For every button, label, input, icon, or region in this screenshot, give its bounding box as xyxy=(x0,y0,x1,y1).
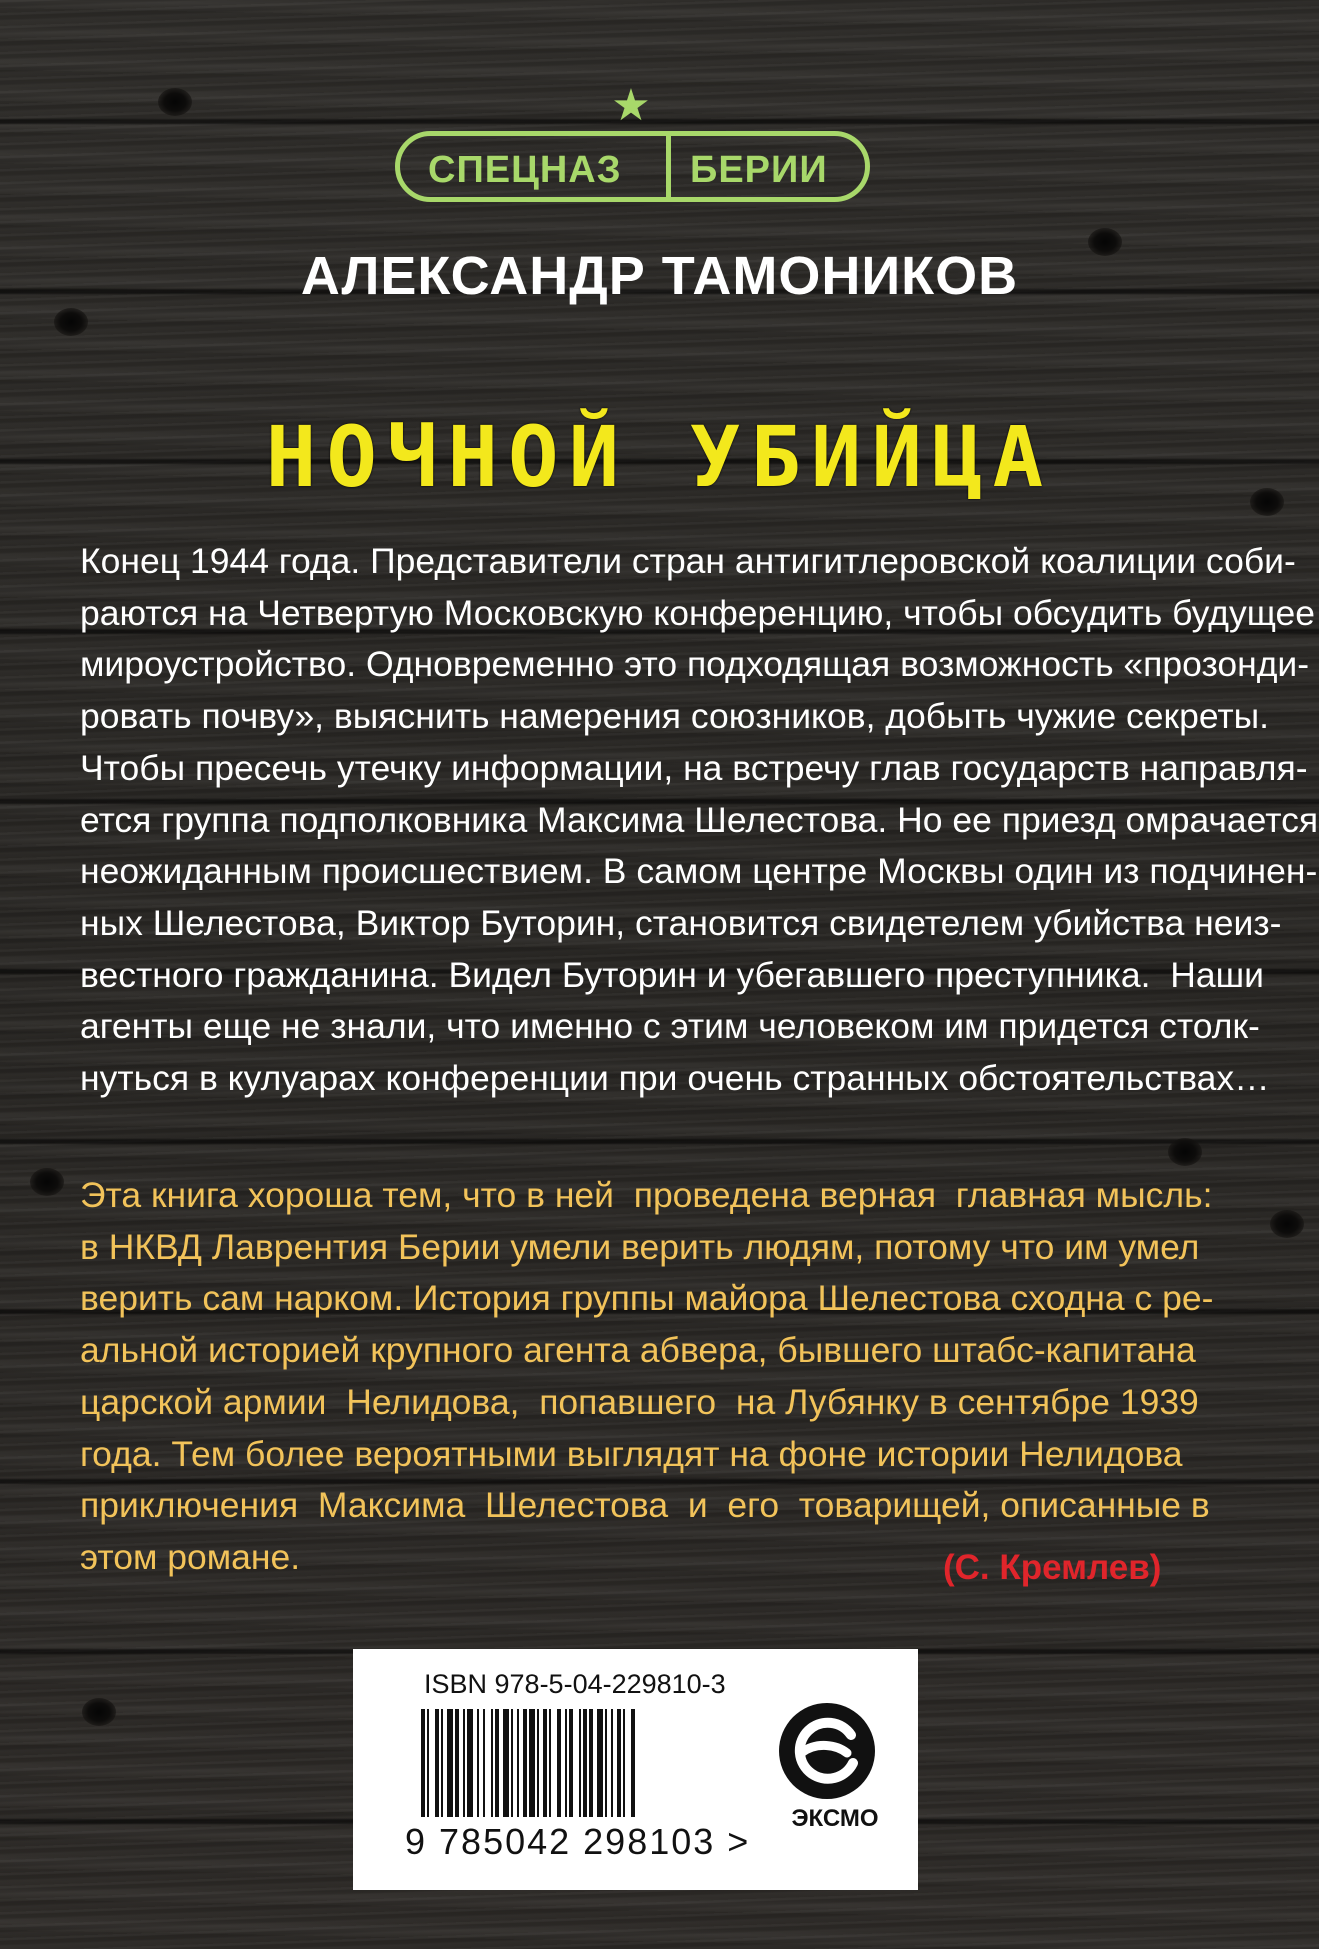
barcode-bar xyxy=(503,1709,509,1817)
barcode-bar xyxy=(435,1709,439,1817)
quote-author: (С. Кремлев) xyxy=(943,1548,1162,1587)
barcode-bar xyxy=(517,1709,519,1817)
series-badge xyxy=(395,131,870,202)
bullet-hole xyxy=(82,1698,116,1726)
bullet-hole xyxy=(54,308,88,336)
series-name-right: БЕРИИ xyxy=(690,149,828,191)
barcode-bar xyxy=(483,1709,485,1817)
quote-line: альной историей крупного агента абвера, бывшего штабс-капитана xyxy=(80,1330,1196,1371)
barcode-bar xyxy=(421,1709,425,1817)
barcode-bar xyxy=(565,1709,567,1817)
barcode-bar xyxy=(455,1709,459,1817)
author-name: АЛЕКСАНДР ТАМОНИКОВ xyxy=(300,246,1019,306)
bullet-hole xyxy=(30,1168,64,1196)
barcode-bar xyxy=(589,1709,593,1817)
barcode-bar xyxy=(579,1709,581,1817)
bullet-hole xyxy=(1168,1138,1202,1166)
barcode-bar xyxy=(467,1709,473,1817)
barcode-bar xyxy=(447,1709,453,1817)
barcode-bar xyxy=(597,1709,603,1817)
description-line: ных Шелестова, Виктор Буторин, становится свидетелем убийства неиз- xyxy=(80,902,1282,943)
barcode-bar xyxy=(441,1709,443,1817)
description-line: вестного гражданина. Видел Буторин и убегавшего преступника. Наши xyxy=(80,954,1264,995)
quote-line: этом романе. xyxy=(80,1536,301,1577)
quote-line: Эта книга хороша тем, что в ней проведена верная главная мысль: xyxy=(80,1175,1213,1215)
barcode-bar xyxy=(523,1709,527,1817)
barcode-bar xyxy=(569,1709,573,1817)
quote-line: года. Тем более вероятными выглядят на фоне истории Нелидова xyxy=(80,1433,1183,1474)
description-line: Конец 1944 года. Представители стран антигитлеровской коалиции соби- xyxy=(80,541,1296,581)
publisher-name: ЭКСМО xyxy=(791,1805,879,1832)
quote-line: верить сам нарком. История группы майора Шелестова сходна с ре- xyxy=(80,1278,1214,1319)
barcode-bar xyxy=(477,1709,479,1817)
barcode-panel xyxy=(353,1649,918,1890)
barcode-bar xyxy=(583,1709,587,1817)
barcode-bar xyxy=(543,1709,547,1817)
barcode-bar xyxy=(537,1709,539,1817)
barcode-bar xyxy=(611,1709,613,1817)
series-divider xyxy=(666,131,671,202)
barcode-bar xyxy=(463,1709,465,1817)
barcode-bar xyxy=(557,1709,561,1817)
barcode-bar xyxy=(529,1709,535,1817)
series-name-left: СПЕЦНАЗ xyxy=(428,149,622,191)
quote-line: в НКВД Лаврентия Берии умели верить людям, потому что им умел xyxy=(80,1226,1200,1267)
barcode-bar xyxy=(427,1709,429,1817)
description-line: раются на Четвертую Московскую конференцию, чтобы обсудить будущее xyxy=(80,592,1315,633)
barcode-digits: 9 785042 298103 > xyxy=(405,1821,751,1862)
review-quote xyxy=(80,1170,1240,1584)
description-line: агенты еще не знали, что именно с этим человеком им придется столк- xyxy=(80,1006,1260,1047)
description-line: ровать почву», выяснить намерения союзников, добыть чужие секреты. xyxy=(80,696,1270,737)
bullet-hole xyxy=(158,88,192,116)
isbn-text: ISBN 978-5-04-229810-3 xyxy=(424,1669,726,1699)
description-line: нуться в кулуарах конференции при очень странных обстоятельствах… xyxy=(80,1058,1270,1099)
description-line: неожиданным происшествием. В самом центре Москвы один из подчинен- xyxy=(80,851,1318,892)
barcode-bar xyxy=(549,1709,551,1817)
eksmo-logo-icon xyxy=(777,1701,877,1801)
description-line: мироустройство. Одновременно это подходящая возможность «прозонди- xyxy=(80,644,1310,685)
barcode-image xyxy=(419,1709,739,1819)
description-line: ется группа подполковника Максима Шелестова. Но ее приезд омрачается xyxy=(80,799,1319,840)
barcode-bar xyxy=(511,1709,513,1817)
book-description xyxy=(80,536,1319,1105)
quote-line: приключения Максима Шелестова и его товарищей, описанные в xyxy=(80,1485,1210,1526)
star-icon: ★ xyxy=(611,80,651,131)
quote-line: царской армии Нелидова, попавшего на Лубянку в сентябре 1939 xyxy=(80,1381,1199,1422)
barcode-bar xyxy=(491,1709,493,1817)
description-line: Чтобы пресечь утечку информации, на встречу глав государств направля- xyxy=(80,747,1308,788)
book-title: НОЧНОЙ УБИЙЦА xyxy=(265,408,1054,506)
barcode-bar xyxy=(617,1709,621,1817)
bullet-hole xyxy=(1270,1210,1304,1238)
barcode-bar xyxy=(495,1709,499,1817)
barcode-bar xyxy=(623,1709,625,1817)
barcode-bar xyxy=(631,1709,635,1817)
barcode-bar xyxy=(605,1709,607,1817)
